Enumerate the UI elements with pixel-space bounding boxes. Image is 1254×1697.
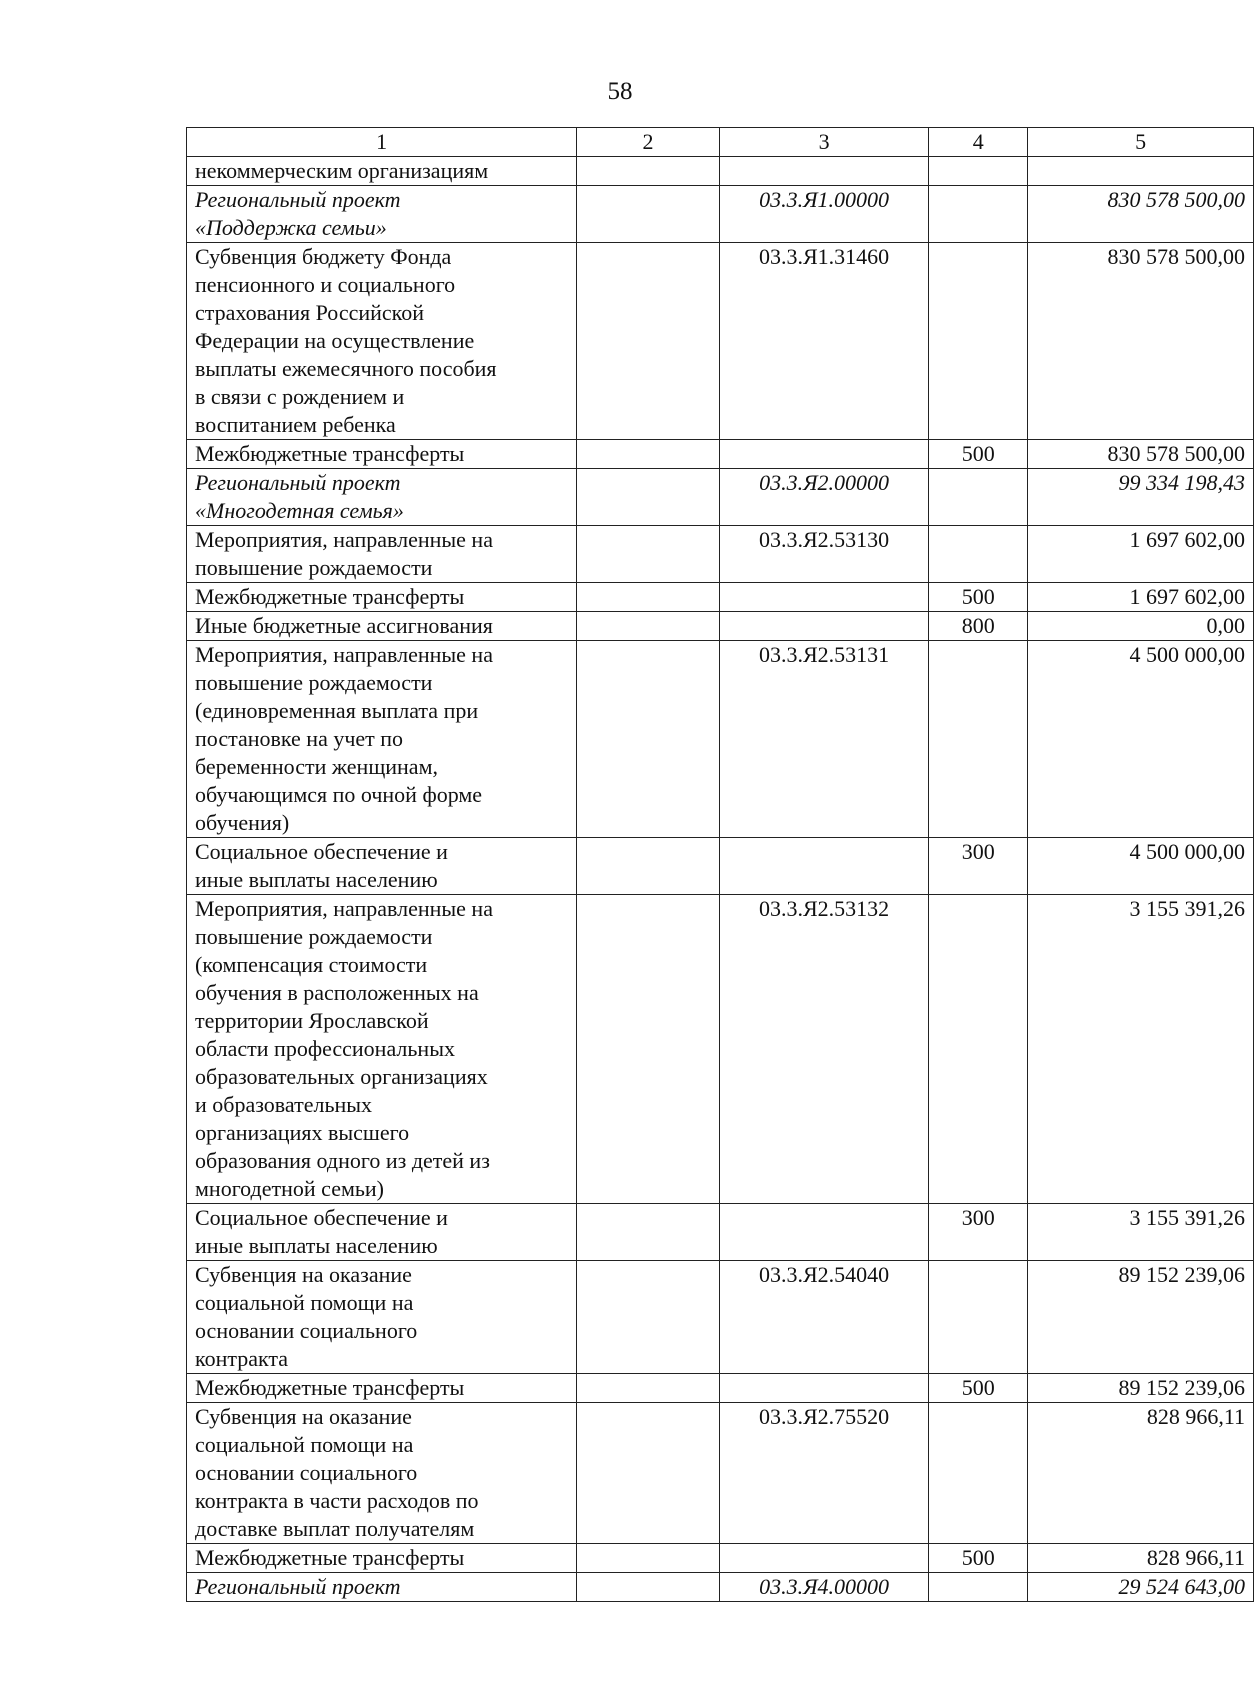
row-amount-cell: 830 578 500,00	[1028, 243, 1254, 440]
row-col2-cell	[577, 1261, 720, 1374]
row-amount-cell: 89 152 239,06	[1028, 1261, 1254, 1374]
row-type-cell	[929, 243, 1028, 440]
row-amount-cell: 29 524 643,00	[1028, 1573, 1254, 1602]
table-row	[187, 1573, 1254, 1602]
row-name-cell: Субвенция на оказание социальной помощи на основании социального контракта в части расходов по доставке выплат получателям	[187, 1403, 577, 1544]
row-name-cell: Межбюджетные трансферты	[187, 1374, 577, 1403]
row-col2-cell	[577, 1374, 720, 1403]
row-type-cell	[929, 641, 1028, 838]
row-name-cell: Мероприятия, направленные на повышение рождаемости (единовременная выплата при постановке на учет по беременности женщинам, обучающимся по очной форме обучения)	[187, 641, 577, 838]
table-row	[187, 157, 1254, 186]
row-code-cell: 03.3.Я2.54040	[719, 1261, 928, 1374]
row-name-cell: Региональный проект «Поддержка семьи»	[187, 186, 577, 243]
row-code-cell: 03.3.Я4.00000	[719, 1573, 928, 1602]
row-col2-cell	[577, 895, 720, 1204]
row-name-cell: Субвенция бюджету Фонда пенсионного и социального страхования Российской Федерации на осуществление выплаты ежемесячного пособия в связи с рождением и воспитанием ребенка	[187, 243, 577, 440]
budget-table	[186, 127, 1254, 1602]
row-col2-cell	[577, 1544, 720, 1573]
row-amount-cell	[1028, 157, 1254, 186]
row-col2-cell	[577, 440, 720, 469]
row-code-cell	[719, 157, 928, 186]
table-row	[187, 641, 1254, 838]
row-type-cell: 300	[929, 838, 1028, 895]
row-col2-cell	[577, 1403, 720, 1544]
row-type-cell	[929, 186, 1028, 243]
table-row	[187, 440, 1254, 469]
row-col2-cell	[577, 838, 720, 895]
row-type-cell: 800	[929, 612, 1028, 641]
row-code-cell: 03.3.Я2.53130	[719, 526, 928, 583]
header-col-3: 3	[719, 128, 928, 157]
row-amount-cell: 828 966,11	[1028, 1403, 1254, 1544]
row-name-cell: Межбюджетные трансферты	[187, 440, 577, 469]
row-amount-cell: 3 155 391,26	[1028, 895, 1254, 1204]
table-row	[187, 186, 1254, 243]
row-code-cell: 03.3.Я2.53132	[719, 895, 928, 1204]
header-col-1: 1	[187, 128, 577, 157]
table-row	[187, 1544, 1254, 1573]
table-body	[187, 128, 1254, 1602]
row-amount-cell: 99 334 198,43	[1028, 469, 1254, 526]
table-row	[187, 243, 1254, 440]
row-col2-cell	[577, 612, 720, 641]
table-row	[187, 838, 1254, 895]
row-amount-cell: 3 155 391,26	[1028, 1204, 1254, 1261]
row-name-cell: Межбюджетные трансферты	[187, 583, 577, 612]
page-number: 58	[607, 78, 633, 105]
row-type-cell	[929, 157, 1028, 186]
table-row	[187, 1403, 1254, 1544]
row-type-cell: 500	[929, 440, 1028, 469]
row-col2-cell	[577, 469, 720, 526]
row-amount-cell: 830 578 500,00	[1028, 186, 1254, 243]
row-col2-cell	[577, 157, 720, 186]
row-code-cell: 03.3.Я1.31460	[719, 243, 928, 440]
row-code-cell	[719, 838, 928, 895]
row-type-cell: 500	[929, 1374, 1028, 1403]
row-type-cell	[929, 1261, 1028, 1374]
row-name-cell: Межбюджетные трансферты	[187, 1544, 577, 1573]
row-code-cell	[719, 1544, 928, 1573]
row-type-cell	[929, 1573, 1028, 1602]
row-amount-cell: 0,00	[1028, 612, 1254, 641]
row-col2-cell	[577, 641, 720, 838]
table-row	[187, 526, 1254, 583]
row-amount-cell: 830 578 500,00	[1028, 440, 1254, 469]
row-name-cell: Субвенция на оказание социальной помощи на основании социального контракта	[187, 1261, 577, 1374]
row-name-cell: Региональный проект «Многодетная семья»	[187, 469, 577, 526]
row-amount-cell: 828 966,11	[1028, 1544, 1254, 1573]
row-name-cell: Мероприятия, направленные на повышение рождаемости	[187, 526, 577, 583]
row-code-cell: 03.3.Я2.00000	[719, 469, 928, 526]
row-type-cell: 500	[929, 1544, 1028, 1573]
table-row	[187, 612, 1254, 641]
row-col2-cell	[577, 1204, 720, 1261]
table-row	[187, 1204, 1254, 1261]
header-col-5: 5	[1028, 128, 1254, 157]
table-header-row	[187, 128, 1254, 157]
row-name-cell: некоммерческим организациям	[187, 157, 577, 186]
row-code-cell	[719, 583, 928, 612]
table-row	[187, 1374, 1254, 1403]
row-type-cell: 500	[929, 583, 1028, 612]
row-amount-cell: 1 697 602,00	[1028, 583, 1254, 612]
header-col-4: 4	[929, 128, 1028, 157]
row-code-cell: 03.3.Я2.53131	[719, 641, 928, 838]
row-code-cell	[719, 1204, 928, 1261]
row-type-cell	[929, 469, 1028, 526]
row-col2-cell	[577, 1573, 720, 1602]
row-code-cell: 03.3.Я1.00000	[719, 186, 928, 243]
row-col2-cell	[577, 186, 720, 243]
row-name-cell: Социальное обеспечение и иные выплаты населению	[187, 838, 577, 895]
row-type-cell	[929, 526, 1028, 583]
row-name-cell: Региональный проект	[187, 1573, 577, 1602]
table-row	[187, 1261, 1254, 1374]
row-code-cell: 03.3.Я2.75520	[719, 1403, 928, 1544]
row-code-cell	[719, 1374, 928, 1403]
row-code-cell	[719, 612, 928, 641]
table-row	[187, 895, 1254, 1204]
row-name-cell: Социальное обеспечение и иные выплаты населению	[187, 1204, 577, 1261]
row-type-cell	[929, 895, 1028, 1204]
row-amount-cell: 4 500 000,00	[1028, 641, 1254, 838]
row-amount-cell: 89 152 239,06	[1028, 1374, 1254, 1403]
row-name-cell: Иные бюджетные ассигнования	[187, 612, 577, 641]
row-type-cell: 300	[929, 1204, 1028, 1261]
row-col2-cell	[577, 243, 720, 440]
row-type-cell	[929, 1403, 1028, 1544]
row-col2-cell	[577, 526, 720, 583]
row-code-cell	[719, 440, 928, 469]
header-col-2: 2	[577, 128, 720, 157]
table-row	[187, 583, 1254, 612]
table-row	[187, 469, 1254, 526]
row-amount-cell: 4 500 000,00	[1028, 838, 1254, 895]
row-name-cell: Мероприятия, направленные на повышение рождаемости (компенсация стоимости обучения в расположенных на территории Ярославской области профессиональных образовательных организациях и образовательных организациях высшего образования одного из детей из многодетной семьи)	[187, 895, 577, 1204]
row-col2-cell	[577, 583, 720, 612]
row-amount-cell: 1 697 602,00	[1028, 526, 1254, 583]
